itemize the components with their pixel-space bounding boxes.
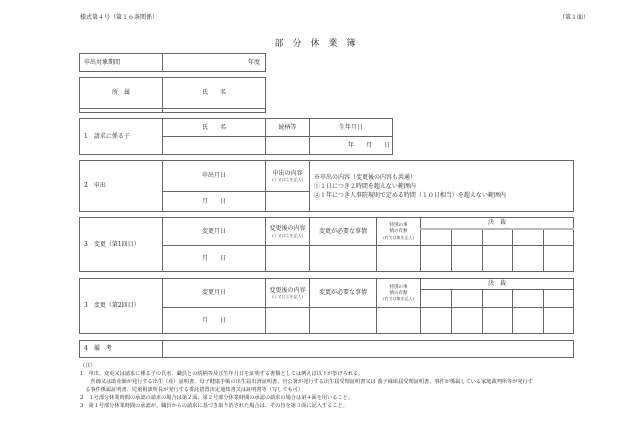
approval-stamp[interactable] [513, 308, 544, 334]
request-content-label: 申出の内容 [272, 169, 303, 177]
approval-stamp[interactable] [452, 246, 483, 272]
special-note: (有又は無を記入) [382, 296, 415, 302]
dept-label: 所 属 [80, 78, 163, 109]
request-section-label: 2 申出 [80, 161, 163, 212]
approval-stamp[interactable] [513, 290, 544, 308]
request-date-field[interactable]: 月 日 [163, 192, 266, 212]
special-note: (有又は無を記入) [382, 234, 415, 240]
request-content-note: (①又は②を記入) [271, 177, 304, 183]
change-reason-label: 変更が必要な事情 [310, 279, 377, 308]
notice-line: ①１日につき２時間を超えない範囲内 [314, 182, 416, 190]
change-table-2 [79, 278, 574, 334]
approval-label: 決 裁 [421, 218, 574, 229]
page-title: 部 分 休 業 簿 [274, 39, 356, 49]
change-content-label: 変更後の内容 [269, 286, 306, 294]
relation-field[interactable] [266, 137, 310, 155]
period-table [79, 53, 266, 72]
request-table [79, 160, 574, 212]
special-label: 特別の事 [389, 284, 408, 290]
note-line: 医師又は助産師が発行する出生（産）証明書、母子健康手帳の出生届出済証明書、官公署が発行する出生届受理証明書又は 養子縁組届受理証明書、事件が係属している家庭裁判所等が発行す [80, 379, 533, 385]
approval-stamp[interactable] [544, 246, 574, 272]
approval-stamp[interactable] [421, 246, 452, 272]
form-number: 様式第４号（第１６条関係） [80, 14, 159, 21]
change-content-label: 変更後の内容 [269, 225, 306, 233]
approval-stamp[interactable] [544, 308, 574, 334]
special-label: 特別の事 [389, 223, 408, 229]
approval-stamp[interactable] [452, 229, 483, 246]
remarks-field[interactable] [163, 341, 574, 358]
approval-stamp[interactable] [544, 229, 574, 246]
special-field[interactable] [377, 246, 421, 272]
change-reason-field[interactable] [310, 246, 377, 272]
approval-label: 決 裁 [421, 279, 574, 290]
note-line: 2 １号部分休業時間の承認の請求の場合は第２面、第２号部分休業時間の承認の請求の場合は第４面を用いること。 [80, 395, 354, 401]
approval-stamp[interactable] [513, 229, 544, 246]
change-date-field[interactable]: 月 日 [163, 308, 266, 334]
request-content-field[interactable] [266, 192, 310, 212]
change-content-note: (①又は②を記入) [271, 294, 304, 300]
change-date-field[interactable]: 月 日 [163, 246, 266, 272]
approval-stamp[interactable] [544, 290, 574, 308]
child-section-label: 1 請求に係る子 [80, 119, 163, 155]
dept-field[interactable] [80, 109, 163, 113]
remarks-table [79, 340, 574, 358]
note-line: る事件係属証明書、児童相談所長が発行する委託措置決定通知書又は証明書等（写しでも可） [80, 387, 304, 393]
approval-stamp[interactable] [452, 290, 483, 308]
approval-stamp[interactable] [483, 229, 513, 246]
affiliation-table [79, 77, 266, 113]
approval-stamp[interactable] [421, 308, 452, 334]
notice-line: ②１年につき人事院規則で定める時間（１０日相当）を超えない範囲内 [314, 191, 506, 199]
child-name-field[interactable] [163, 137, 266, 155]
change-content-note: (①又は②を記入) [271, 232, 304, 238]
approval-stamp[interactable] [483, 290, 513, 308]
notes-heading: （注） [80, 363, 96, 369]
change-table-1 [79, 217, 574, 272]
approval-stamp[interactable] [483, 246, 513, 272]
change-content-field[interactable] [266, 246, 310, 272]
approval-stamp[interactable] [421, 290, 452, 308]
child-table [79, 118, 393, 155]
child-name-label: 氏 名 [163, 119, 266, 137]
period-field[interactable]: 年度 [163, 54, 266, 72]
change-date-label: 変更月日 [163, 218, 266, 246]
note-line: 3 第１号部分休業時間の承認が、職員からの請求に基づき取り消された場合は、その旨を第３面に記入すること。 [80, 403, 348, 409]
change-section-label: 3 変更（第1回目） [80, 218, 163, 272]
special-label-2: 情の有無 [389, 290, 408, 296]
special-label-2: 情の有無 [389, 229, 408, 234]
change-date-label: 変更月日 [163, 279, 266, 308]
name-field[interactable] [163, 109, 266, 113]
approval-stamp[interactable] [483, 308, 513, 334]
period-label: 申出対象期間 [80, 54, 163, 72]
approval-stamp[interactable] [421, 229, 452, 246]
page-number: （第１面） [559, 14, 590, 21]
special-field[interactable] [377, 308, 421, 334]
request-date-label: 申出月日 [163, 161, 266, 192]
birth-label: 生年月日 [310, 119, 393, 137]
notes [80, 362, 580, 410]
change-reason-label: 変更が必要な事情 [310, 218, 377, 246]
note-line: 1 申出、変更又は請求に係る子の氏名、職員との続柄等及び生年月日を証明する書類としては例えば以下が挙げられる。 [80, 371, 364, 377]
notice-line: ※申出の内容（変更後の内容も共通） [314, 173, 417, 181]
change-content-field[interactable] [266, 308, 310, 334]
remarks-label: 4 備 考 [80, 341, 163, 358]
approval-stamp[interactable] [513, 246, 544, 272]
change-reason-field[interactable] [310, 308, 377, 334]
relation-label: 続柄等 [266, 119, 310, 137]
approval-stamp[interactable] [452, 308, 483, 334]
birth-field[interactable]: 年 月 日 [310, 137, 393, 155]
change-section-label: 3 変更（第2回目） [80, 279, 163, 334]
name-label: 氏 名 [163, 78, 266, 109]
